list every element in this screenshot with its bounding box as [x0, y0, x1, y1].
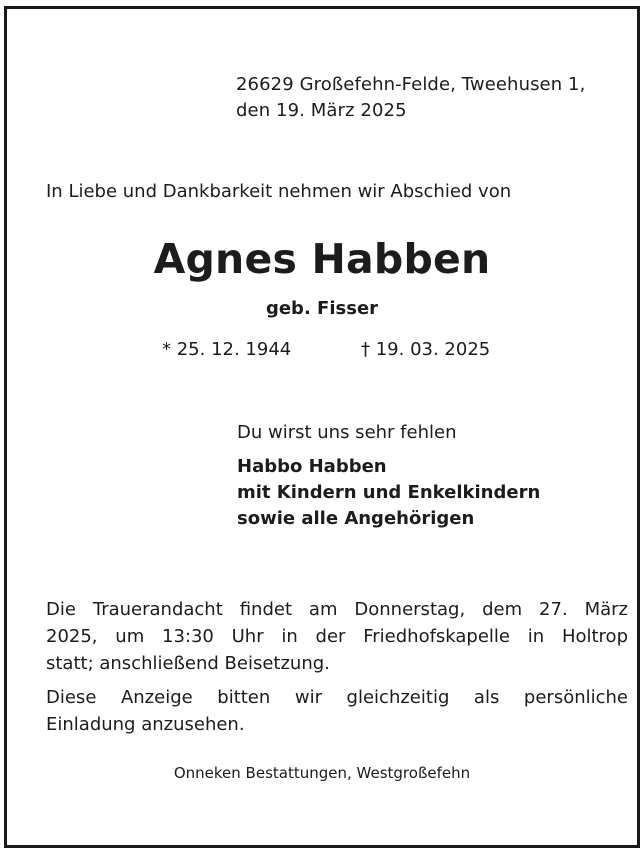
mourner-line-2: mit Kindern und Enkelkindern: [237, 482, 541, 503]
service-notice-line-3: statt; anschließend Beisetzung.: [46, 653, 330, 674]
invitation-notice-line-1: Diese Anzeige bitten wir gleichzeitig als persönliche: [46, 687, 628, 708]
deceased-name: Agnes Habben: [153, 235, 491, 283]
invitation-notice-line-2: Einladung anzusehen.: [46, 714, 245, 735]
date-line: den 19. März 2025: [236, 100, 407, 121]
invitation-notice: [46, 684, 628, 738]
maiden-name: geb. Fisser: [265, 298, 379, 319]
service-notice: [46, 596, 628, 677]
mourner-line-3: sowie alle Angehörigen: [237, 508, 475, 529]
birth-date: * 25. 12. 1944: [162, 339, 292, 360]
mourner-line-1: Habbo Habben: [237, 456, 387, 477]
undertaker-credit: Onneken Bestattungen, Westgroßefehn: [173, 764, 471, 782]
farewell-text: Du wirst uns sehr fehlen: [237, 422, 457, 443]
address-line-1: 26629 Großefehn-Felde, Tweehusen 1,: [236, 74, 586, 95]
service-notice-line-1: Die Trauerandacht findet am Donnerstag, dem 27. März: [46, 599, 628, 620]
intro-text: In Liebe und Dankbarkeit nehmen wir Abschied von: [46, 181, 512, 202]
service-notice-line-2: 2025, um 13:30 Uhr in der Friedhofskapelle in Holtrop: [46, 626, 628, 647]
death-date: † 19. 03. 2025: [361, 339, 491, 360]
